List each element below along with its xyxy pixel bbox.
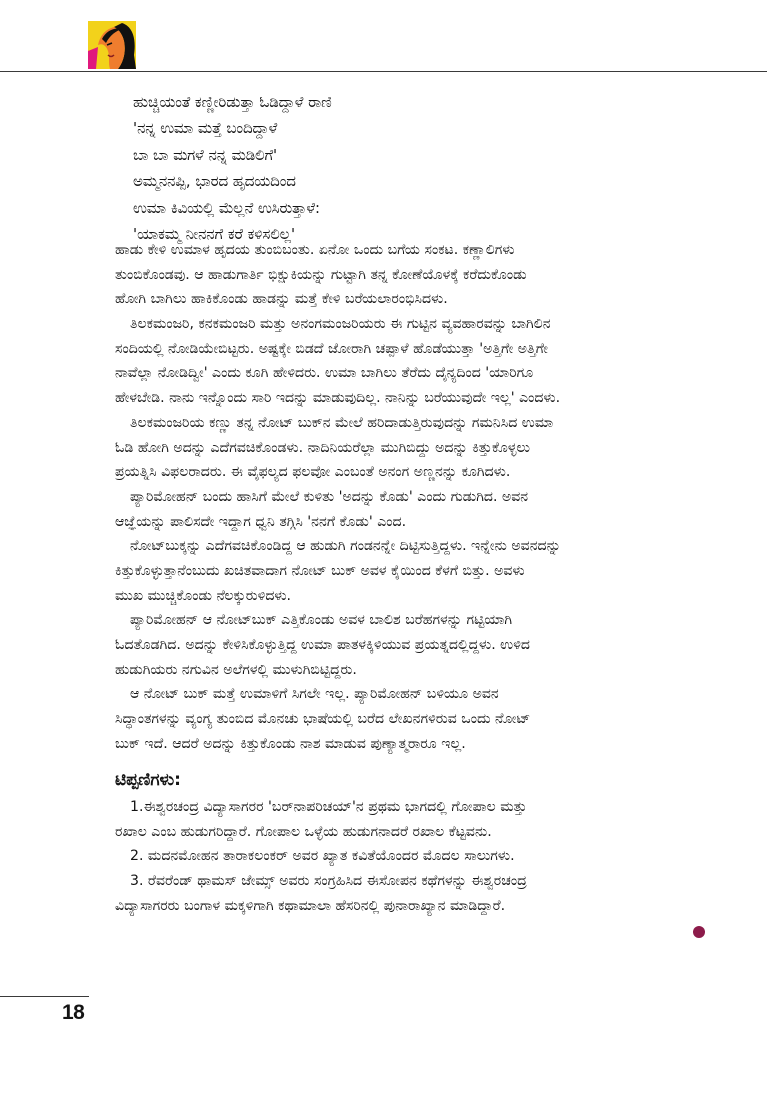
paragraph-line: ಆ ನೋಟ್ ಬುಕ್ ಮತ್ತೆ ಉಮಾಳಿಗೆ ಸಿಗಲೇ ಇಲ್ಲ. ಪ್ಯಾರಿಮೋಹನ್ ಬಳಿಯೂ ಅವನ: [130, 686, 499, 703]
paragraph-line: ಹುಡುಗಿಯರು ನಗುವಿನ ಅಲೆಗಳಲ್ಲಿ ಮುಳುಗಿಬಿಟ್ಟಿದ್ದರು.: [115, 661, 357, 678]
poem-line: 'ಯಾಕಮ್ಮ ನೀನನಗೆ ಕರೆ ಕಳಿಸಲಿಲ್ಲ': [133, 225, 296, 243]
paragraph-line: ಪ್ಯಾರಿಮೋಹನ್ ಬಂದು ಹಾಸಿಗೆ ಮೇಲೆ ಕುಳಿತು 'ಅದನ್ನು ಕೊಡು' ಎಂದು ಗುಡುಗಿದ. ಅವನ: [130, 488, 529, 505]
note-item: [115, 844, 655, 869]
page-number: 18: [62, 1001, 85, 1024]
header-rule: [0, 71, 767, 72]
poem-stanza: [133, 90, 332, 248]
note-item: [115, 795, 655, 844]
paragraph-line: ಬುಕ್ ಇದೆ. ಆದರೆ ಅದನ್ನು ಕಿತ್ತುಕೊಂಡು ನಾಶ ಮಾಡುವ ಪುಣ್ಯಾತ್ಮರಾರೂ ಇಲ್ಲ.: [115, 735, 466, 752]
note-line: ವಿದ್ಯಾಸಾಗರರು ಬಂಗಾಳ ಮಕ್ಕಳಿಗಾಗಿ ಕಥಾಮಾಲಾ ಹೆಸರಿನಲ್ಲಿ ಪುನಾರಾಖ್ಯಾನ ಮಾಡಿದ್ದಾರೆ.: [115, 897, 506, 914]
paragraph: [115, 534, 655, 608]
story-body: [115, 238, 655, 756]
end-bullet-icon: [693, 926, 705, 938]
poem-line: ಹುಚ್ಚಿಯಂತೆ ಕಣ್ಣೀರಿಡುತ್ತಾ ಓಡಿದ್ದಾಳೆ ರಾಣಿ: [133, 94, 332, 111]
paragraph-line: ಪ್ಯಾರಿಮೋಹನ್ ಆ ನೋಟ್‌ಬುಕ್ ಎತ್ತಿಕೊಂಡು ಅವಳ ಬಾಲಿಶ ಬರೆಹಗಳನ್ನು ಗಟ್ಟಿಯಾಗಿ: [130, 612, 513, 629]
poem-line: ಉಮಾ ಕಿವಿಯಲ್ಲಿ ಮೆಲ್ಲನೆ ಉಸಿರುತ್ತಾಳೆ:: [133, 199, 320, 217]
poem-line: ಬಾ ಬಾ ಮಗಳೆ ನನ್ನ ಮಡಿಲಿಗೆ': [133, 146, 278, 164]
paragraph-line: ತಿಲಕಮಂಜರಿ, ಕನಕಮಂಜರಿ ಮತ್ತು ಅನಂಗಮಂಜರಿಯರು ಈ ಗುಟ್ಟಿನ ವ್ಯವಹಾರವನ್ನು ಬಾಗಿಲಿನ: [130, 316, 551, 333]
note-line: ರಖಾಲ ಎಂಬ ಹುಡುಗರಿದ್ದಾರೆ. ಗೋಪಾಲ ಒಳ್ಳೆಯ ಹುಡುಗನಾದರೆ ರಖಾಲ ಕೆಟ್ಟವನು.: [115, 823, 492, 840]
paragraph-line: ಆಜ್ಞೆಯನ್ನು ಪಾಲಿಸದೇ ಇದ್ದಾಗ ಧ್ವನಿ ತಗ್ಗಿಸಿ 'ನನಗೆ ಕೊಡು' ಎಂದ.: [115, 513, 407, 530]
note-line: 2. ಮದನಮೋಹನ ತಾರಾಕಲಂಕರ್ ಅವರ ಖ್ಯಾತ ಕವಿತೆಯೊಂದರ ಮೊದಲ ಸಾಲುಗಳು.: [130, 848, 515, 865]
paragraph-line: ಹೋಗಿ ಬಾಗಿಲು ಹಾಕಿಕೊಂಡು ಹಾಡನ್ನು ಮತ್ತೆ ಕೇಳಿ ಬರೆಯಲಾರಂಭಿಸಿದಳು.: [115, 291, 448, 308]
paragraph-line: ಓದತೊಡಗಿದ. ಅದನ್ನು ಕೇಳಿಸಿಕೊಳ್ಳುತ್ತಿದ್ದ ಉಮಾ ಪಾತಳಕ್ಕಿಳಿಯುವ ಪ್ರಯತ್ನದಲ್ಲಿದ್ದಳು. ಉಳಿದ: [115, 637, 530, 653]
paragraph-line: ತಿಲಕಮಂಜರಿಯ ಕಣ್ಣು ತನ್ನ ನೋಟ್ ಬುಕ್‌ನ ಮೇಲೆ ಹರಿದಾಡುತ್ತಿರುವುದನ್ನು ಗಮನಿಸಿದ ಉಮಾ: [130, 414, 554, 431]
notes-list: [115, 795, 655, 918]
poem-line: ಅಮ್ಮನನಪ್ಪಿ, ಭಾರದ ಹೃದಯದಿಂದ: [133, 173, 296, 191]
paragraph: [115, 238, 655, 312]
paragraph-line: ಕಿತ್ತುಕೊಳ್ಳುತ್ತಾನೆಂಬುದು ಖಚಿತವಾದಾಗ ನೋಟ್ ಬುಕ್ ಅವಳ ಕೈಯಿಂದ ಕೆಳಗೆ ಬಿತ್ತು. ಅವಳು: [115, 562, 525, 579]
paragraph: [115, 411, 655, 485]
notes-heading: ಟಿಪ್ಪಣಿಗಳು:: [115, 770, 181, 790]
paragraph-line: ಹೇಳಬೇಡಿ. ನಾನು ಇನ್ನೊಂದು ಸಾರಿ ಇದನ್ನು ಮಾಡುವುದಿಲ್ಲ. ನಾನಿನ್ನು ಬರೆಯುವುದೇ ಇಲ್ಲ' ಎಂದಳು.: [115, 390, 561, 407]
note-line: 3. ರೆವರೆಂಡ್ ಥಾಮಸ್ ಜೇಮ್ಸ್ ಅವರು ಸಂಗ್ರಹಿಸಿದ ಈಸೋಪನ ಕಥೆಗಳನ್ನು ಈಶ್ವರಚಂದ್ರ: [130, 873, 527, 890]
paragraph-line: ನೋಟ್‌ಬುಕ್ಕನ್ನು ಎದೆಗವಚಿಕೊಂಡಿದ್ದ ಆ ಹುಡುಗಿ ಗಂಡನನ್ನೇ ದಿಟ್ಟಿಸುತ್ತಿದ್ದಳು. ಇನ್ನೇನು ಅವನದನ್ನು: [130, 538, 561, 555]
paragraph-line: ತುಂಬಿಕೊಂಡವು. ಆ ಹಾಡುಗಾರ್ತಿ ಭಿಕ್ಷುಕಿಯನ್ನು ಗುಟ್ಟಾಗಿ ತನ್ನ ಕೋಣೆಯೊಳಕ್ಕೆ ಕರೆದುಕೊಂಡು: [115, 266, 527, 283]
paragraph-line: ಹಾಡು ಕೇಳಿ ಉಮಾಳ ಹೃದಯ ತುಂಬಿಬಂತು. ಏನೋ ಒಂದು ಬಗೆಯ ಸಂಕಟ. ಕಣ್ಣಾಲಿಗಳು: [115, 242, 515, 258]
footer-rule: [0, 996, 89, 997]
paragraph-line: ಸಿದ್ಧಾಂತಗಳನ್ನು ವ್ಯಂಗ್ಯ ತುಂಬಿದ ಮೊನಚು ಭಾಷೆಯಲ್ಲಿ ಬರೆದ ಲೇಖನಗಳಿರುವ ಒಂದು ನೋಟ್: [115, 711, 531, 728]
paragraph-line: ಓಡಿ ಹೋಗಿ ಅದನ್ನು ಎದೆಗವಚಿಕೊಂಡಳು. ನಾದಿನಿಯರೆಲ್ಲಾ ಮುಗಿಬಿದ್ದು ಅದನ್ನು ಕಿತ್ತುಕೊಳ್ಳಲು: [115, 439, 531, 456]
paragraph-line: ಸಂದಿಯಲ್ಲಿ ನೋಡಿಯೇಬಿಟ್ಟರು. ಅಷ್ಟಕ್ಕೇ ಬಿಡದೆ ಜೋರಾಗಿ ಚಪ್ಪಾಳೆ ಹೊಡೆಯುತ್ತಾ 'ಅತ್ತಿಗೇ ಅತ್ತಿಗೇ: [115, 340, 548, 357]
note-item: [115, 869, 655, 918]
paragraph: [115, 608, 655, 682]
paragraph: [115, 485, 655, 534]
paragraph: [115, 312, 655, 411]
paragraph-line: ಮುಖ ಮುಚ್ಚಿಕೊಂಡು ನೆಲಕ್ಕುರುಳಿದಳು.: [115, 587, 292, 604]
paragraph: [115, 682, 655, 756]
woman-face-logo-icon: [88, 21, 136, 69]
note-line: 1.ಈಶ್ವರಚಂದ್ರ ವಿದ್ಯಾಸಾಗರರ 'ಬರ್‌ನಾಪರಿಚಯ್'ನ ಪ್ರಥಮ ಭಾಗದಲ್ಲಿ ಗೋಪಾಲ ಮತ್ತು: [130, 799, 527, 815]
paragraph-line: ನಾವೆಲ್ಲಾ ನೋಡಿದ್ವೀ' ಎಂದು ಕೂಗಿ ಹೇಳಿದರು. ಉಮಾ ಬಾಗಿಲು ತೆರೆದು ದೈನ್ಯದಿಂದ 'ಯಾರಿಗೂ: [115, 365, 534, 382]
paragraph-line: ಪ್ರಯತ್ನಿಸಿ ವಿಫಲರಾದರು. ಈ ವೈಫಲ್ಯದ ಫಲವೋ ಎಂಬಂತೆ ಅನಂಗ ಅಣ್ಣನನ್ನು ಕೂಗಿದಳು.: [115, 464, 511, 481]
poem-line: 'ನನ್ನ ಉಮಾ ಮತ್ತೆ ಬಂದಿದ್ದಾಳೆ: [133, 120, 278, 138]
